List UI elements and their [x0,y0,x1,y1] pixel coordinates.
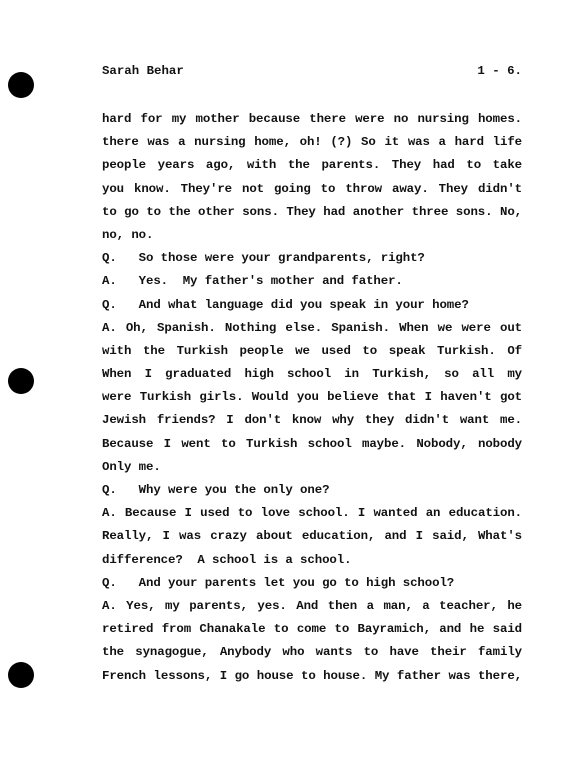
transcript-line: A. Yes, my parents, yes. And then a man, a teacher, he [102,598,522,613]
transcript-line: A. Oh, Spanish. Nothing else. Spanish. When we were out [102,320,522,335]
transcript-line: no, no. [102,227,154,242]
transcript-line: Jewish friends? I don't know why they didn't want me. [102,413,522,428]
binder-hole-bottom [8,662,34,688]
transcript-line: Q. Why were you the only one? [102,483,330,497]
transcript-line: Only me. [102,459,161,474]
transcript-line: were Turkish girls. Would you believe that I haven't got [102,390,522,405]
transcript-line: French lessons, I go house to house. My father was there, [102,668,522,683]
transcript-line: Q. And what language did you speak in your home? [102,297,469,312]
header-page-number: 1 - 6. [477,64,522,78]
transcript-line: Because I went to Turkish school maybe. Nobody, nobody [102,436,522,451]
transcript-line: A. Because I used to love school. I wanted an education. [102,506,522,521]
header-interviewee-name: Sarah Behar [102,64,184,78]
transcript-line: with the Turkish people we used to speak Turkish. Of [102,343,522,358]
transcript-line: the synagogue, Anybody who wants to have their family [102,645,522,660]
transcript-line: Q. And your parents let you go to high school? [102,575,455,590]
binder-hole-top [8,72,34,98]
transcript-line: difference? A school is a school. [102,552,352,567]
transcript-line: hard for my mother because there were no nursing homes. [102,112,522,126]
transcript-line: there was a nursing home, oh! (?) So it was a hard life [102,135,522,150]
transcript-line: people years ago, with the parents. They had to take [102,158,522,173]
transcript-line: Really, I was crazy about education, and I said, What's [102,529,522,544]
transcript-line: retired from Chanakale to come to Bayramich, and he said [102,622,522,637]
page-header [102,64,522,84]
transcript-body [102,108,522,688]
transcript-line: to go to the other sons. They had another three sons. No, [102,204,522,219]
transcript-line: Q. So those were your grandparents, right? [102,251,425,266]
transcript-line: When I graduated high school in Turkish, so all my [102,367,522,382]
binder-hole-middle [8,368,34,394]
transcript-line: A. Yes. My father's mother and father. [102,274,403,289]
transcript-line: you know. They're not going to throw away. They didn't [102,181,522,196]
